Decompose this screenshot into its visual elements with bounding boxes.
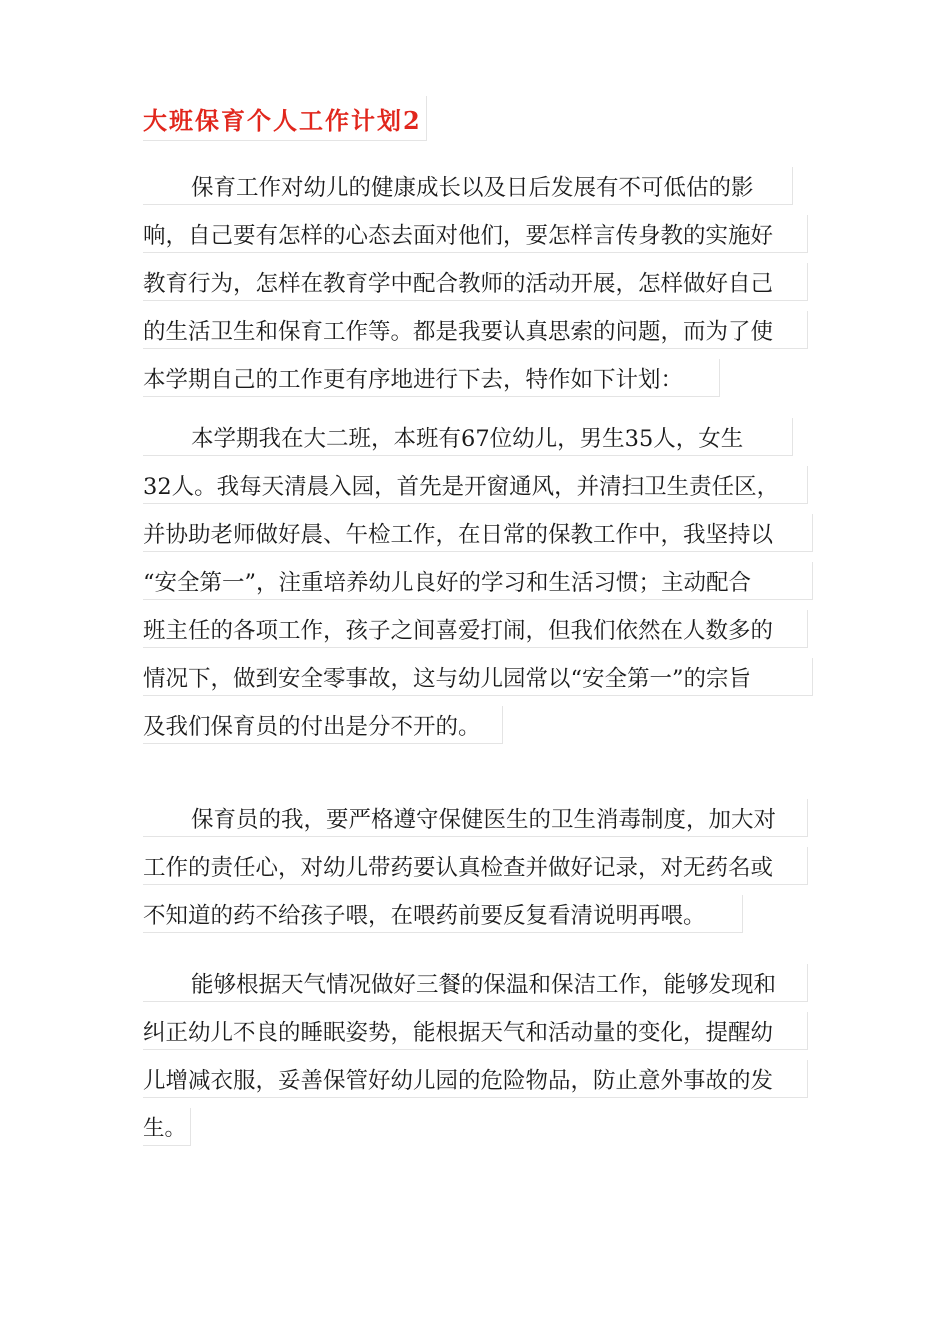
paragraph-1-line (143, 311, 808, 349)
paragraph-4-line (143, 964, 808, 1002)
paragraph-4-line (143, 1108, 191, 1146)
line-text: 保育员的我，要严格遵守保健医生的卫生消毒制度，加大对 (191, 806, 777, 833)
paragraph-4-line (143, 1060, 808, 1098)
paragraph-3-line (143, 799, 808, 837)
line-text: 能够根据天气情况做好三餐的保温和保洁工作，能够发现和 (191, 971, 777, 998)
paragraph-1-line (143, 359, 720, 397)
line-text: 不知道的药不给孩子喂，在喂药前要反复看清说明再喂。 (143, 902, 706, 929)
line-text: “安全第一”，注重培养幼儿良好的学习和生活习惯；主动配合 (143, 569, 752, 596)
line-text: 情况下，做到安全零事故，这与幼儿园常以“安全第一”的宗旨 (143, 665, 752, 692)
title-box (143, 96, 427, 141)
paragraph-3-line (143, 895, 743, 933)
paragraph-2-line (143, 418, 793, 456)
paragraph-2-line (143, 610, 808, 648)
line-text: 保育工作对幼儿的健康成长以及日后发展有不可低估的影 (191, 174, 754, 201)
line-text: 并协助老师做好晨、午检工作，在日常的保教工作中，我坚持以 (143, 521, 774, 548)
line-text: 及我们保育员的付出是分不开的。 (143, 713, 481, 740)
paragraph-3-line (143, 847, 808, 885)
line-text: 32人。我每天清晨入园，首先是开窗通风，并清扫卫生责任区， (143, 473, 780, 500)
line-text: 班主任的各项工作，孩子之间喜爱打闹，但我们依然在人数多的 (143, 617, 774, 644)
paragraph-1-line (143, 215, 808, 253)
line-text: 儿增减衣服，妥善保管好幼儿园的危险物品，防止意外事故的发 (143, 1067, 774, 1094)
line-text: 纠正幼儿不良的睡眠姿势，能根据天气和活动量的变化，提醒幼 (143, 1019, 774, 1046)
line-text: 本学期我在大二班，本班有67位幼儿，男生35人，女生 (191, 425, 744, 452)
document-title: 大班保育个人工作计划2 (143, 105, 422, 135)
line-text: 的生活卫生和保育工作等。都是我要认真思索的问题，而为了使 (143, 318, 774, 345)
line-text: 本学期自己的工作更有序地进行下去，特作如下计划： (143, 366, 684, 393)
paragraph-1-line (143, 167, 793, 205)
paragraph-1-line (143, 263, 808, 301)
line-text: 教育行为，怎样在教育学中配合教师的活动开展，怎样做好自己 (143, 270, 774, 297)
line-text: 工作的责任心，对幼儿带药要认真检查并做好记录，对无药名或 (143, 854, 774, 881)
paragraph-2-line (143, 658, 813, 696)
paragraph-2-line (143, 562, 813, 600)
line-text: 生。 (143, 1116, 187, 1141)
paragraph-2-line (143, 466, 808, 504)
paragraph-2-line (143, 514, 813, 552)
line-text: 响，自己要有怎样的心态去面对他们，要怎样言传身教的实施好 (143, 222, 774, 249)
paragraph-2-line (143, 706, 503, 744)
paragraph-4-line (143, 1012, 808, 1050)
